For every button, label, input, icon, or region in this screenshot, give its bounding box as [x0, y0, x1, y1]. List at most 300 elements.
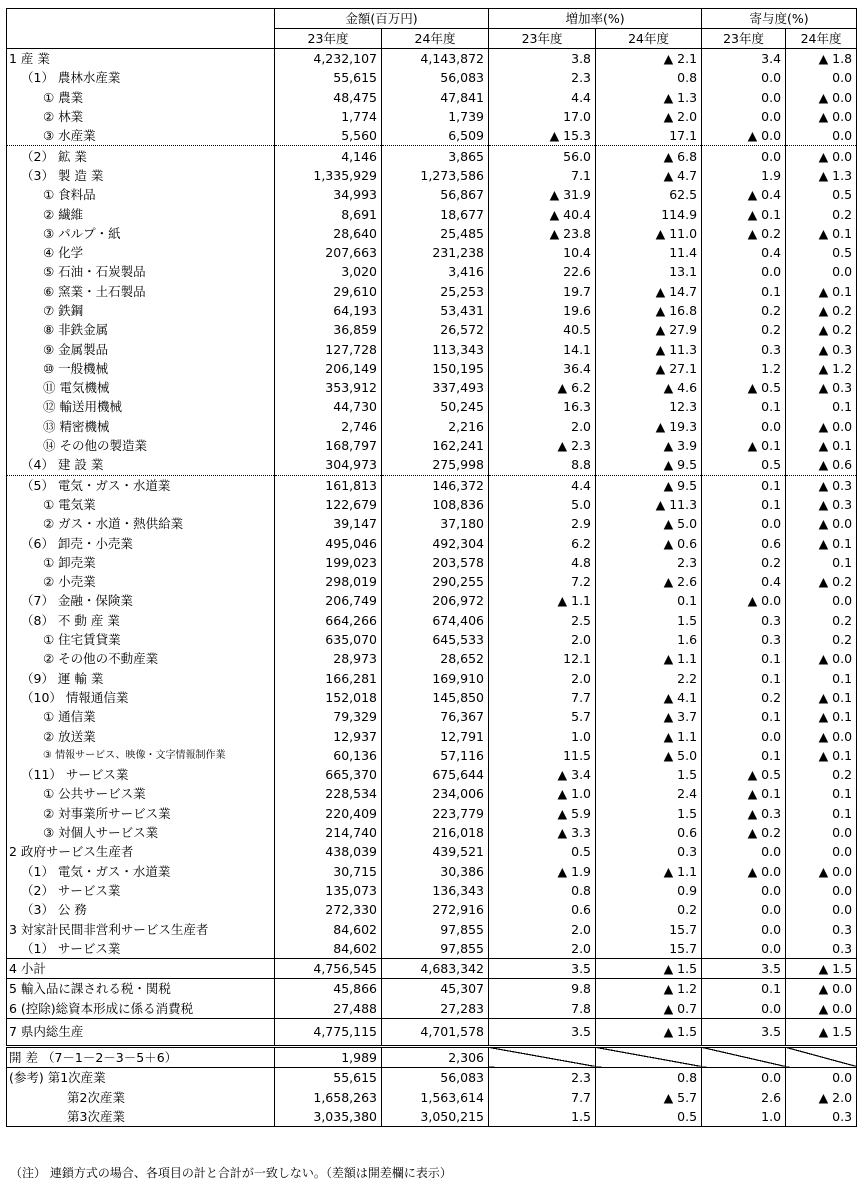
- cell-amount-23: 39,147: [275, 514, 382, 533]
- row-label: （2） サービス業: [7, 881, 275, 900]
- cell-growth-23: 19.6: [489, 301, 596, 320]
- footnote: （注） 連鎖方式の場合、各項目の計と合計が一致しない。（差額は開差欄に表示）: [10, 1166, 452, 1180]
- cell-amount-23: 664,266: [275, 611, 382, 630]
- cell-contrib-23: 0.1: [702, 669, 786, 688]
- cell-contrib-24: 0.2: [786, 765, 857, 784]
- cell-contrib-23: 0.0: [702, 107, 786, 126]
- table-row: [7, 707, 857, 726]
- cell-contrib-23: 0.2: [702, 688, 786, 707]
- cell-amount-24: 234,006: [382, 784, 489, 803]
- cell-amount-23: 161,813: [275, 475, 382, 495]
- cell-contrib-24: ▲ 1.5: [786, 958, 857, 978]
- row-label: （4） 建 設 業: [7, 455, 275, 475]
- cell-growth-23: ▲ 6.2: [489, 378, 596, 397]
- cell-amount-23: 2,746: [275, 417, 382, 436]
- cell-contrib-23: 0.1: [702, 979, 786, 999]
- cell-amount-24: 76,367: [382, 707, 489, 726]
- cell-growth-23: 5.7: [489, 707, 596, 726]
- cell-amount-24: 145,850: [382, 688, 489, 707]
- cell-amount-23: 272,330: [275, 900, 382, 919]
- cell-growth-23: 40.5: [489, 320, 596, 339]
- row-label: 7 県内総生産: [7, 1018, 275, 1046]
- row-label: ② 放送業: [7, 726, 275, 745]
- cell-growth-23: 17.0: [489, 107, 596, 126]
- cell-growth-24: 0.2: [596, 900, 702, 919]
- cell-amount-23: 206,149: [275, 359, 382, 378]
- row-label: （6） 卸売・小売業: [7, 533, 275, 552]
- cell-contrib-23: 1.2: [702, 359, 786, 378]
- cell-amount-24: 206,972: [382, 591, 489, 610]
- cell-contrib-24: ▲ 0.1: [786, 746, 857, 765]
- cell-amount-24: 2,216: [382, 417, 489, 436]
- row-label: ⑫ 輸送用機械: [7, 397, 275, 416]
- cell-amount-24: 108,836: [382, 495, 489, 514]
- cell-contrib-24: ▲ 0.2: [786, 301, 857, 320]
- cell-contrib-24: ▲ 0.0: [786, 979, 857, 999]
- cell-amount-23: 298,019: [275, 572, 382, 591]
- cell-contrib-23: 3.5: [702, 958, 786, 978]
- row-label: ① 通信業: [7, 707, 275, 726]
- cell-amount-23: 30,715: [275, 861, 382, 880]
- cell-contrib-24: 0.5: [786, 185, 857, 204]
- cell-contrib-24: 0.0: [786, 842, 857, 861]
- cell-growth-23: 3.5: [489, 1018, 596, 1046]
- cell-amount-23: 1,335,929: [275, 166, 382, 185]
- cell-contrib-24: ▲ 0.0: [786, 88, 857, 107]
- cell-contrib-23: 0.5: [702, 455, 786, 475]
- cell-amount-23: 207,663: [275, 243, 382, 262]
- cell-growth-23: 0.6: [489, 900, 596, 919]
- cell-amount-24: 3,865: [382, 146, 489, 166]
- cell-amount-23: 495,046: [275, 533, 382, 552]
- cell-growth-24: ▲ 4.7: [596, 166, 702, 185]
- cell-growth-24: ▲ 1.1: [596, 726, 702, 745]
- cell-growth-23: [489, 1046, 596, 1067]
- cell-contrib-24: 0.5: [786, 243, 857, 262]
- cell-growth-23: 0.5: [489, 842, 596, 861]
- cell-growth-23: 14.1: [489, 339, 596, 358]
- cell-growth-24: 0.6: [596, 823, 702, 842]
- cell-growth-23: 5.0: [489, 495, 596, 514]
- cell-contrib-23: 0.1: [702, 707, 786, 726]
- cell-growth-23: ▲ 40.4: [489, 204, 596, 223]
- cell-amount-24: 4,143,872: [382, 49, 489, 69]
- cell-contrib-23: 0.2: [702, 553, 786, 572]
- cell-growth-24: 1.5: [596, 765, 702, 784]
- table-row: [7, 204, 857, 223]
- cell-amount-23: 1,989: [275, 1046, 382, 1067]
- row-label: ⑬ 精密機械: [7, 417, 275, 436]
- cell-growth-23: ▲ 23.8: [489, 224, 596, 243]
- cell-amount-23: 353,912: [275, 378, 382, 397]
- row-label: （1） サービス業: [7, 939, 275, 959]
- row-label: （3） 公 務: [7, 900, 275, 919]
- cell-growth-23: ▲ 3.3: [489, 823, 596, 842]
- row-label: （5） 電気・ガス・水道業: [7, 475, 275, 495]
- cell-growth-24: ▲ 11.0: [596, 224, 702, 243]
- cell-growth-23: 3.5: [489, 958, 596, 978]
- cell-amount-24: 272,916: [382, 900, 489, 919]
- cell-contrib-23: 0.4: [702, 572, 786, 591]
- gdp-table: [6, 8, 857, 1127]
- cell-amount-24: 27,283: [382, 999, 489, 1019]
- cell-amount-24: 56,083: [382, 1068, 489, 1088]
- cell-contrib-23: 2.6: [702, 1087, 786, 1106]
- cell-growth-23: ▲ 1.0: [489, 784, 596, 803]
- cell-contrib-23: 0.0: [702, 68, 786, 87]
- row-label: ⑩ 一般機械: [7, 359, 275, 378]
- cell-contrib-23: ▲ 0.0: [702, 126, 786, 146]
- cell-growth-24: 0.5: [596, 1107, 702, 1127]
- cell-growth-24: ▲ 27.9: [596, 320, 702, 339]
- cell-growth-24: 0.1: [596, 591, 702, 610]
- table-row: [7, 107, 857, 126]
- header-amount: 金額(百万円): [275, 9, 489, 29]
- header-contribution: 寄与度(%): [702, 9, 857, 29]
- row-label: （11） サービス業: [7, 765, 275, 784]
- cell-contrib-24: 0.3: [786, 1107, 857, 1127]
- table-row: [7, 514, 857, 533]
- cell-growth-23: 1.0: [489, 726, 596, 745]
- table-row: [7, 861, 857, 880]
- cell-contrib-24: 0.3: [786, 919, 857, 938]
- table-row: [7, 804, 857, 823]
- cell-contrib-24: ▲ 0.1: [786, 436, 857, 455]
- cell-contrib-23: ▲ 0.5: [702, 765, 786, 784]
- row-label: ③ パルプ・紙: [7, 224, 275, 243]
- cell-contrib-24: ▲ 0.1: [786, 282, 857, 301]
- cell-growth-23: ▲ 3.4: [489, 765, 596, 784]
- cell-growth-23: 2.9: [489, 514, 596, 533]
- row-label: ② 対事業所サービス業: [7, 804, 275, 823]
- cell-amount-23: 45,866: [275, 979, 382, 999]
- cell-growth-24: ▲ 3.7: [596, 707, 702, 726]
- table-row: [7, 939, 857, 959]
- cell-contrib-24: 0.0: [786, 881, 857, 900]
- cell-amount-23: 122,679: [275, 495, 382, 514]
- cell-growth-24: [596, 1046, 702, 1067]
- cell-contrib-24: ▲ 1.5: [786, 1018, 857, 1046]
- table-row: [7, 919, 857, 938]
- cell-growth-24: ▲ 1.5: [596, 958, 702, 978]
- cell-contrib-24: ▲ 1.8: [786, 49, 857, 69]
- row-label: ① 卸売業: [7, 553, 275, 572]
- table-row: [7, 282, 857, 301]
- cell-growth-23: ▲ 31.9: [489, 185, 596, 204]
- cell-amount-24: 4,701,578: [382, 1018, 489, 1046]
- cell-growth-24: ▲ 1.1: [596, 861, 702, 880]
- cell-growth-24: ▲ 4.1: [596, 688, 702, 707]
- cell-contrib-24: ▲ 0.1: [786, 688, 857, 707]
- table-row: [7, 1087, 857, 1106]
- cell-contrib-23: 3.4: [702, 49, 786, 69]
- cell-growth-24: ▲ 5.0: [596, 746, 702, 765]
- cell-growth-24: ▲ 2.1: [596, 49, 702, 69]
- cell-contrib-24: ▲ 0.2: [786, 572, 857, 591]
- table-row: [7, 243, 857, 262]
- cell-contrib-23: 0.0: [702, 919, 786, 938]
- table-row: [7, 726, 857, 745]
- table-row: [7, 823, 857, 842]
- cell-amount-23: 1,774: [275, 107, 382, 126]
- cell-amount-24: 675,644: [382, 765, 489, 784]
- cell-growth-23: 11.5: [489, 746, 596, 765]
- cell-amount-23: 60,136: [275, 746, 382, 765]
- cell-growth-24: ▲ 2.0: [596, 107, 702, 126]
- table-row: [7, 746, 857, 765]
- cell-contrib-23: ▲ 0.5: [702, 378, 786, 397]
- cell-growth-24: ▲ 0.7: [596, 999, 702, 1019]
- cell-growth-24: 2.2: [596, 669, 702, 688]
- cell-growth-23: 9.8: [489, 979, 596, 999]
- cell-contrib-23: 0.0: [702, 88, 786, 107]
- cell-growth-24: 15.7: [596, 939, 702, 959]
- table-row: [7, 378, 857, 397]
- table-row: [7, 185, 857, 204]
- table-row: [7, 784, 857, 803]
- cell-growth-23: 12.1: [489, 649, 596, 668]
- table-row: [7, 1068, 857, 1088]
- table-row: [7, 146, 857, 166]
- cell-amount-24: 203,578: [382, 553, 489, 572]
- cell-growth-24: ▲ 6.8: [596, 146, 702, 166]
- table-row: [7, 611, 857, 630]
- cell-contrib-23: 0.1: [702, 746, 786, 765]
- cell-growth-23: 2.5: [489, 611, 596, 630]
- cell-contrib-23: 0.0: [702, 146, 786, 166]
- cell-contrib-23: 0.6: [702, 533, 786, 552]
- cell-growth-23: 7.1: [489, 166, 596, 185]
- cell-amount-24: 18,677: [382, 204, 489, 223]
- cell-contrib-23: 0.1: [702, 649, 786, 668]
- cell-contrib-23: 3.5: [702, 1018, 786, 1046]
- cell-growth-24: 0.9: [596, 881, 702, 900]
- row-label: ② 繊維: [7, 204, 275, 223]
- cell-amount-23: 635,070: [275, 630, 382, 649]
- cell-growth-23: 10.4: [489, 243, 596, 262]
- cell-contrib-24: 0.1: [786, 553, 857, 572]
- cell-amount-24: 1,739: [382, 107, 489, 126]
- row-label: （10） 情報通信業: [7, 688, 275, 707]
- cell-amount-23: 3,035,380: [275, 1107, 382, 1127]
- cell-contrib-23: 0.0: [702, 999, 786, 1019]
- cell-amount-24: 56,083: [382, 68, 489, 87]
- cell-amount-24: 150,195: [382, 359, 489, 378]
- cell-amount-24: 45,307: [382, 979, 489, 999]
- cell-contrib-24: ▲ 0.0: [786, 514, 857, 533]
- cell-contrib-23: 0.0: [702, 262, 786, 281]
- table-row: [7, 999, 857, 1019]
- cell-growth-24: 62.5: [596, 185, 702, 204]
- cell-contrib-23: 1.9: [702, 166, 786, 185]
- cell-contrib-23: 0.1: [702, 495, 786, 514]
- cell-amount-23: 48,475: [275, 88, 382, 107]
- table-row: [7, 958, 857, 978]
- row-label: ③ 情報サービス、映像・文字情報制作業: [7, 746, 275, 765]
- row-label: ② 小売業: [7, 572, 275, 591]
- cell-amount-23: 4,756,545: [275, 958, 382, 978]
- cell-growth-24: ▲ 16.8: [596, 301, 702, 320]
- row-label: 3 対家計民間非営利サービス生産者: [7, 919, 275, 938]
- cell-growth-24: 0.8: [596, 1068, 702, 1088]
- cell-growth-23: 2.3: [489, 68, 596, 87]
- cell-contrib-23: ▲ 0.4: [702, 185, 786, 204]
- cell-growth-24: ▲ 11.3: [596, 339, 702, 358]
- cell-growth-24: 1.5: [596, 804, 702, 823]
- row-label: (参考) 第1次産業: [7, 1068, 275, 1088]
- cell-amount-23: 44,730: [275, 397, 382, 416]
- cell-contrib-24: ▲ 0.3: [786, 475, 857, 495]
- cell-growth-23: 4.4: [489, 475, 596, 495]
- table-row: [7, 765, 857, 784]
- cell-amount-23: 55,615: [275, 1068, 382, 1088]
- cell-contrib-23: 0.0: [702, 881, 786, 900]
- row-label: ⑦ 鉄鋼: [7, 301, 275, 320]
- cell-contrib-23: 0.3: [702, 339, 786, 358]
- cell-amount-23: 152,018: [275, 688, 382, 707]
- cell-amount-24: 97,855: [382, 919, 489, 938]
- cell-amount-23: 665,370: [275, 765, 382, 784]
- cell-amount-24: 162,241: [382, 436, 489, 455]
- cell-contrib-24: 0.0: [786, 823, 857, 842]
- cell-amount-23: 28,640: [275, 224, 382, 243]
- cell-growth-23: 7.8: [489, 999, 596, 1019]
- table-row: [7, 301, 857, 320]
- cell-growth-24: ▲ 19.3: [596, 417, 702, 436]
- cell-contrib-24: ▲ 0.0: [786, 726, 857, 745]
- row-label: （1） 電気・ガス・水道業: [7, 861, 275, 880]
- header-growth-23: 23年度: [489, 29, 596, 49]
- cell-contrib-24: 0.1: [786, 669, 857, 688]
- cell-contrib-24: 0.3: [786, 939, 857, 959]
- cell-growth-23: 56.0: [489, 146, 596, 166]
- table-row: [7, 436, 857, 455]
- cell-growth-24: 0.8: [596, 68, 702, 87]
- table-row: [7, 224, 857, 243]
- table-row: [7, 88, 857, 107]
- cell-growth-23: 2.3: [489, 1068, 596, 1088]
- cell-amount-24: 337,493: [382, 378, 489, 397]
- cell-contrib-24: ▲ 0.0: [786, 999, 857, 1019]
- row-label: ⑥ 窯業・土石製品: [7, 282, 275, 301]
- cell-growth-24: 17.1: [596, 126, 702, 146]
- cell-amount-24: 169,910: [382, 669, 489, 688]
- cell-amount-24: 113,343: [382, 339, 489, 358]
- cell-amount-23: 199,023: [275, 553, 382, 572]
- row-label: ⑭ その他の製造業: [7, 436, 275, 455]
- cell-amount-24: 25,253: [382, 282, 489, 301]
- cell-contrib-24: ▲ 0.0: [786, 861, 857, 880]
- table-row: [7, 166, 857, 185]
- row-label: 第3次産業: [7, 1107, 275, 1127]
- table-row: [7, 553, 857, 572]
- cell-contrib-24: ▲ 0.3: [786, 339, 857, 358]
- cell-amount-24: 30,386: [382, 861, 489, 880]
- table-row: [7, 688, 857, 707]
- cell-growth-23: 16.3: [489, 397, 596, 416]
- cell-growth-23: 3.8: [489, 49, 596, 69]
- cell-growth-24: ▲ 14.7: [596, 282, 702, 301]
- cell-contrib-23: 0.3: [702, 630, 786, 649]
- cell-amount-24: 439,521: [382, 842, 489, 861]
- cell-contrib-23: 1.0: [702, 1107, 786, 1127]
- table-row: [7, 1046, 857, 1067]
- cell-growth-24: 1.6: [596, 630, 702, 649]
- cell-amount-24: 50,245: [382, 397, 489, 416]
- cell-amount-23: 206,749: [275, 591, 382, 610]
- table-row: [7, 68, 857, 87]
- table-body: [7, 49, 857, 1127]
- cell-amount-23: 214,740: [275, 823, 382, 842]
- cell-growth-24: ▲ 4.6: [596, 378, 702, 397]
- cell-growth-23: ▲ 15.3: [489, 126, 596, 146]
- cell-growth-24: ▲ 5.7: [596, 1087, 702, 1106]
- row-label: （2） 鉱 業: [7, 146, 275, 166]
- cell-growth-24: 2.3: [596, 553, 702, 572]
- row-label: （3） 製 造 業: [7, 166, 275, 185]
- cell-amount-23: 12,937: [275, 726, 382, 745]
- cell-contrib-24: 0.1: [786, 804, 857, 823]
- cell-growth-24: 11.4: [596, 243, 702, 262]
- cell-amount-23: 79,329: [275, 707, 382, 726]
- cell-contrib-23: 0.0: [702, 842, 786, 861]
- cell-contrib-24: 0.0: [786, 1068, 857, 1088]
- cell-amount-24: 97,855: [382, 939, 489, 959]
- cell-amount-23: 3,020: [275, 262, 382, 281]
- row-label: ① 住宅賃貸業: [7, 630, 275, 649]
- cell-contrib-23: [702, 1046, 786, 1067]
- cell-growth-23: 6.2: [489, 533, 596, 552]
- cell-amount-24: 136,343: [382, 881, 489, 900]
- cell-growth-24: ▲ 2.6: [596, 572, 702, 591]
- row-label: ⑤ 石油・石炭製品: [7, 262, 275, 281]
- cell-amount-24: 146,372: [382, 475, 489, 495]
- cell-contrib-24: ▲ 0.6: [786, 455, 857, 475]
- cell-amount-23: 220,409: [275, 804, 382, 823]
- cell-contrib-24: [786, 1046, 857, 1067]
- cell-growth-24: ▲ 1.5: [596, 1018, 702, 1046]
- cell-contrib-24: 0.0: [786, 68, 857, 87]
- header-row-groups: [7, 9, 857, 29]
- cell-growth-23: ▲ 2.3: [489, 436, 596, 455]
- cell-growth-23: 19.7: [489, 282, 596, 301]
- header-blank: [7, 9, 275, 49]
- cell-contrib-24: 0.1: [786, 397, 857, 416]
- cell-growth-24: ▲ 3.9: [596, 436, 702, 455]
- table-row: [7, 262, 857, 281]
- table-row: [7, 572, 857, 591]
- row-label: 2 政府サービス生産者: [7, 842, 275, 861]
- cell-growth-24: 1.5: [596, 611, 702, 630]
- cell-contrib-24: ▲ 1.2: [786, 359, 857, 378]
- table-row: [7, 359, 857, 378]
- cell-contrib-23: 0.0: [702, 939, 786, 959]
- cell-growth-24: ▲ 27.1: [596, 359, 702, 378]
- cell-contrib-24: 0.0: [786, 900, 857, 919]
- cell-amount-24: 1,563,614: [382, 1087, 489, 1106]
- cell-amount-23: 438,039: [275, 842, 382, 861]
- cell-contrib-23: ▲ 0.2: [702, 224, 786, 243]
- cell-contrib-23: ▲ 0.3: [702, 804, 786, 823]
- row-label: （1） 農林水産業: [7, 68, 275, 87]
- table-row: [7, 649, 857, 668]
- cell-growth-23: ▲ 1.9: [489, 861, 596, 880]
- cell-contrib-23: ▲ 0.0: [702, 861, 786, 880]
- cell-growth-24: 2.4: [596, 784, 702, 803]
- cell-contrib-23: 0.2: [702, 320, 786, 339]
- cell-contrib-24: 0.1: [786, 784, 857, 803]
- cell-contrib-23: ▲ 0.1: [702, 784, 786, 803]
